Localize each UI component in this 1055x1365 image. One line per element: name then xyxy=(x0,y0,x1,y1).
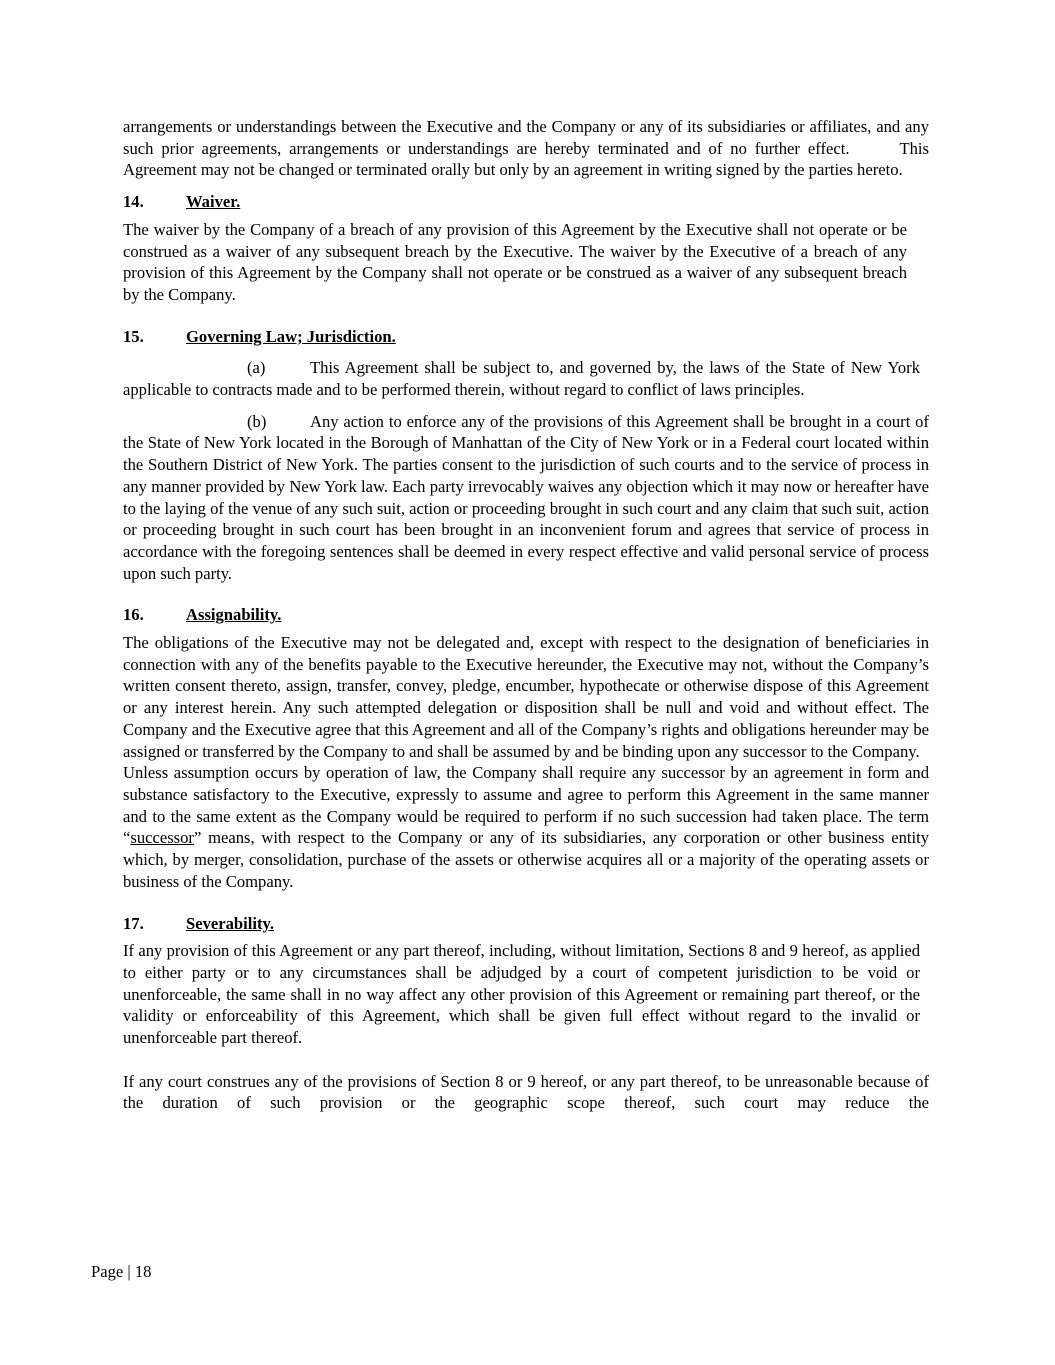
section-number: 14. xyxy=(123,192,144,212)
defined-term: successor xyxy=(130,828,194,848)
clause-label: (b) xyxy=(247,411,267,431)
intro-text-b: This Agreement may not be changed or terminated orally but only by an agreement in writing signed by the parties hereto. xyxy=(123,138,929,180)
section-number: 15. xyxy=(123,326,144,346)
clause-text: This Agreement shall be subject to, and governed by, the laws of the State of New York applicable to contracts made and to be performed therein, without regard to conflict of laws principles. xyxy=(123,358,920,400)
section-15-b xyxy=(123,411,929,585)
clause-text: Any action to enforce any of the provisions of this Agreement shall be brought in a court of the State of New York located in the Borough of Manhattan of the City of New York or in a Federal court located within the Southern District of New York. The parties consent to the jurisdiction of such courts and to the service of process in any manner provided by New York law. Each party irrevocably waives any objection which it may now or hereafter have to the laying of the venue of any such suit, action or proceeding brought in such court and any claim that such suit, action or proceeding brought in such court has been brought in an inconvenient forum and agrees that service of process in accordance with the foregoing sentences shall be deemed in every respect effective and valid personal service of process upon such party. xyxy=(123,411,929,583)
section-16-paragraph-2 xyxy=(123,762,929,892)
intro-paragraph xyxy=(123,116,929,181)
section-17-heading xyxy=(123,913,929,935)
section-16-paragraph-1: The obligations of the Executive may not be delegated and, except with respect to the designation of beneficiaries in connection with any of the benefits payable to the Executive hereunder, the Executive may not, without the Company’s written consent thereto, assign, transfer, convey, pledge, encumber, hypothecate or otherwise dispose of this Agreement or any interest herein. Any such attempted delegation or disposition shall be null and void and without effect. The Company and the Executive agree that this Agreement and all of the Company’s rights and obligations hereunder may be assigned or transferred by the Company to and shall be assumed by and be binding upon any successor to the Company. xyxy=(123,633,929,761)
section-title: Governing Law; Jurisdiction. xyxy=(186,326,396,346)
paragraph-text: Unless assumption occurs by operation of law, the Company shall require any successor by an agreement in form and substance satisfactory to the Executive, expressly to assume and agree to perform this Agreement in the same manner and to the same extent as the Company would be required to perform if no such succession had taken place. The term “ xyxy=(123,763,929,848)
document-body xyxy=(123,116,929,1114)
intro-text-a: arrangements or understandings between the Executive and the Company or any of its subsidiaries or affiliates, and any such prior agreements, arrangements or understandings are hereby terminated and of no further effect. xyxy=(123,117,929,158)
section-title: Assignability. xyxy=(186,605,282,625)
section-15-heading xyxy=(123,326,929,348)
clause-label: (a) xyxy=(247,358,266,378)
section-14-body: The waiver by the Company of a breach of any provision of this Agreement by the Executive shall not operate or be construed as a waiver of any subsequent breach by the Executive. The waiver by the Executive of a breach of any provision of this Agreement by the Company shall not operate or be construed as a waiver of any subsequent breach by the Company. xyxy=(123,219,907,304)
paragraph-text: ” means, with respect to the Company or any of its subsidiaries, any corporation or other business entity which, by merger, consolidation, purchase of the assets or otherwise acquires all or a majority of the operating assets or business of the Company. xyxy=(123,828,929,891)
section-number: 16. xyxy=(123,605,144,625)
section-14-heading xyxy=(123,191,929,213)
section-17-paragraph-1: If any provision of this Agreement or any part thereof, including, without limitation, Sections 8 and 9 hereof, as applied to either party or to any circumstances shall be adjudged by a court of competent jurisdiction to be void or unenforceable, the same shall in no way affect any other provision of this Agreement or remaining part thereof, or the validity or enforceability of this Agreement, which shall be given full effect without regard to the invalid or unenforceable part thereof. xyxy=(123,941,920,1048)
section-15-a xyxy=(123,357,920,400)
section-16-heading xyxy=(123,604,929,626)
section-title: Severability. xyxy=(186,913,275,933)
page-number-footer: Page | 18 xyxy=(91,1262,152,1281)
section-17-paragraph-2: If any court construes any of the provisions of Section 8 or 9 hereof, or any part thereof, to be unreasonable because of the duration of such provision or the geographic scope thereof, such court may reduce the xyxy=(123,1071,929,1113)
section-title: Waiver. xyxy=(186,192,241,212)
section-number: 17. xyxy=(123,913,144,933)
